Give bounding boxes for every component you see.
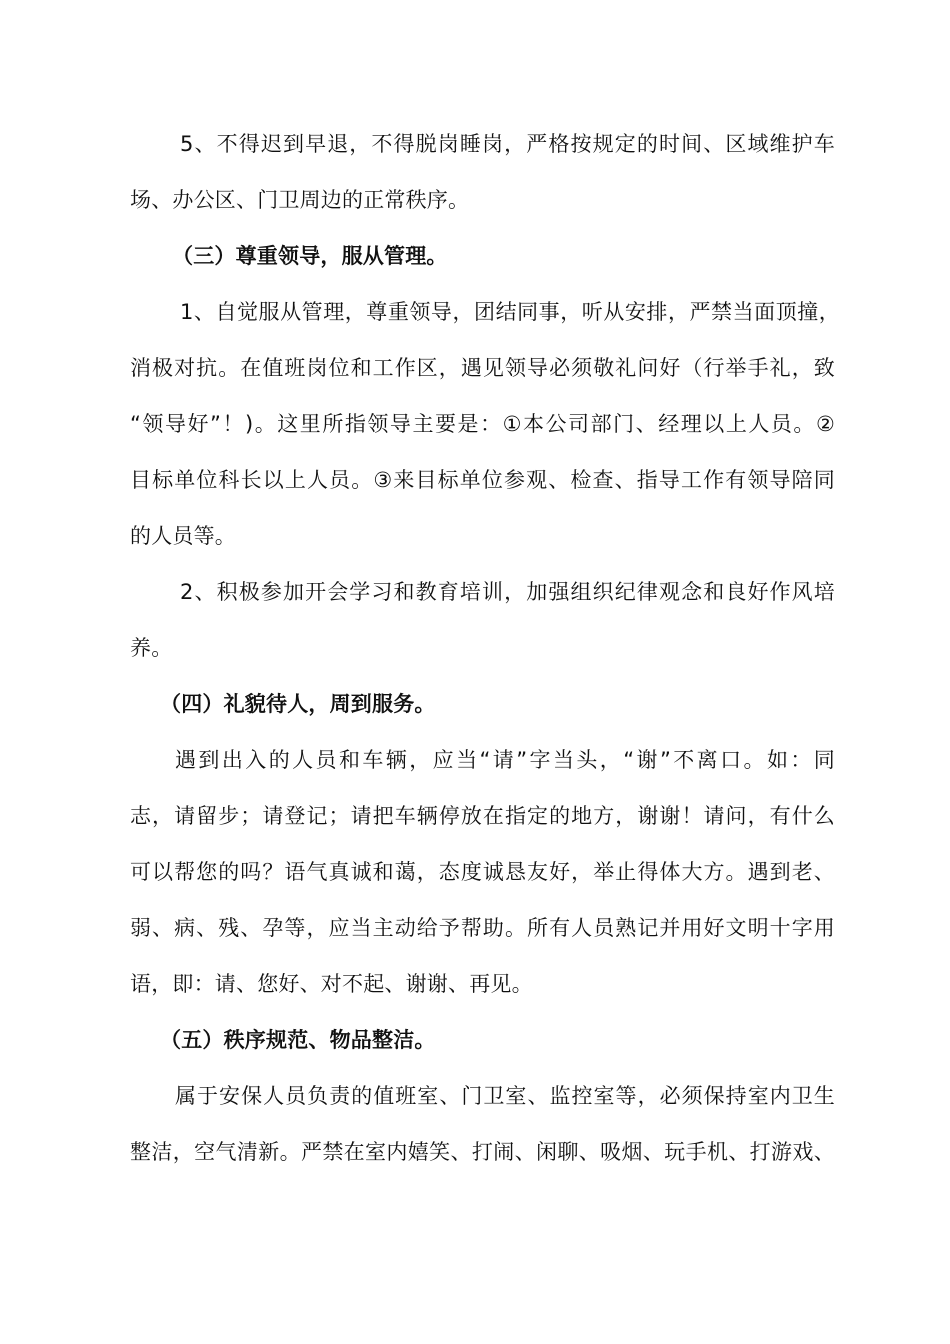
- paragraph-line: 养。: [130, 636, 173, 660]
- paragraph-line: 属于安保人员负责的值班室、门卫室、监控室等，必须保持室内卫生: [175, 1084, 835, 1108]
- paragraph-line: 5、不得迟到早退，不得脱岗睡岗，严格按规定的时间、区域维护车: [180, 132, 835, 156]
- section-heading: （四）礼貌待人，周到服务。: [160, 692, 436, 716]
- paragraph-line: 目标单位科长以上人员。③来目标单位参观、检查、指导工作有领导陪同: [130, 468, 835, 492]
- paragraph-line: “领导好”！)。这里所指领导主要是：①本公司部门、经理以上人员。②: [130, 412, 835, 436]
- paragraph-line: 消极对抗。在值班岗位和工作区，遇见领导必须敬礼问好（行举手礼，致: [130, 356, 835, 380]
- paragraph-line: 可以帮您的吗？语气真诚和蔼，态度诚恳友好，举止得体大方。遇到老、: [130, 860, 835, 884]
- paragraph-line: 语，即：请、您好、对不起、谢谢、再见。: [130, 972, 533, 996]
- paragraph-line: 1、自觉服从管理，尊重领导，团结同事，听从安排，严禁当面顶撞，: [180, 300, 840, 324]
- paragraph-line: 的人员等。: [130, 524, 236, 548]
- paragraph-line: 弱、病、残、孕等，应当主动给予帮助。所有人员熟记并用好文明十字用: [130, 916, 835, 940]
- paragraph-line: 志，请留步；请登记；请把车辆停放在指定的地方，谢谢！请问，有什么: [130, 804, 835, 828]
- paragraph-line: 整洁，空气清新。严禁在室内嬉笑、打闹、闲聊、吸烟、玩手机、打游戏、: [130, 1140, 835, 1164]
- paragraph-line: 2、积极参加开会学习和教育培训，加强组织纪律观念和良好作风培: [180, 580, 835, 604]
- section-heading: （三）尊重领导，服从管理。: [172, 244, 448, 268]
- section-heading: （五）秩序规范、物品整洁。: [160, 1028, 436, 1052]
- paragraph-line: 遇到出入的人员和车辆，应当“请”字当头，“谢”不离口。如：同: [175, 748, 835, 772]
- paragraph-line: 场、办公区、门卫周边的正常秩序。: [130, 188, 470, 212]
